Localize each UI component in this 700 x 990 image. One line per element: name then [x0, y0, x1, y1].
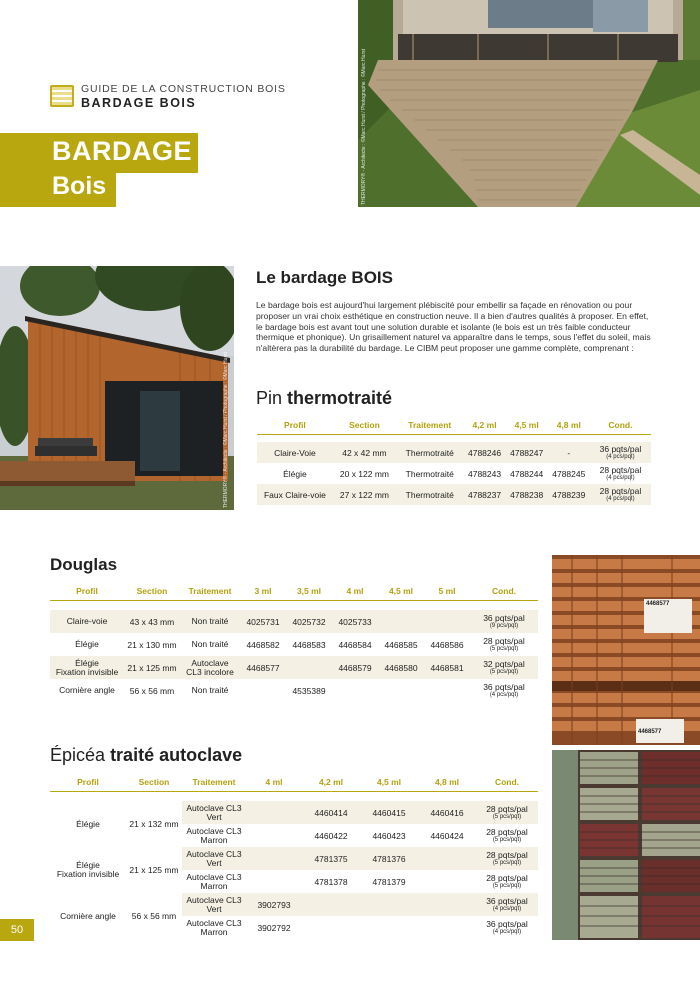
table-row: Autoclave CL3 Marron 4781378 4781379 28 pqts/pal (5 pcs/pqt) — [186, 871, 528, 891]
col-length: 4,5 ml — [378, 582, 424, 600]
col-length: 4 ml — [332, 582, 378, 600]
table-row: Claire-Voie 42 x 42 mm Thermotraité 4788246 4788247 - 36 pqts/pal (4 pcs/pqt) — [257, 442, 651, 463]
guide-logo — [50, 85, 74, 107]
col-length: 4,8 ml — [418, 773, 476, 791]
table-row: Claire-voie 43 x 43 mm Non traité 4025731 4025732 4025733 36 pqts/pal (9 pcs/pqt) — [50, 610, 538, 633]
col-length: 4 ml — [246, 773, 302, 791]
col-length: 4,5 ml — [360, 773, 418, 791]
table-row: Faux Claire-voie 27 x 122 mm Thermotraité 4788237 4788238 4788239 28 pqts/pal (4 pcs/pqt) — [257, 484, 651, 505]
table-row: Autoclave CL3 Marron 4460422 4460423 4460424 28 pqts/pal (5 pcs/pqt) — [186, 825, 528, 845]
table-row: Cornière angle 56 x 56 mm Non traité 4535389 36 pqts/pal (4 pcs/pqt) — [59, 681, 525, 698]
epicea-heading: Épicéa traité autoclave — [50, 745, 243, 765]
col-traitement: Traitement — [180, 582, 240, 600]
col-length: 4,5 ml — [506, 416, 548, 434]
pin-table — [257, 416, 651, 505]
page-title-line1: BARDAGE — [52, 136, 193, 166]
epicea-table — [50, 773, 538, 939]
label-douglas-top: 4468577 — [646, 601, 670, 607]
page-title-line2: Bois — [52, 172, 107, 200]
intro-text: Le bardage bois est aujourd'hui largement plébiscité pour embellir sa façade en rénovation ou pour proposer un vrai choix esthétique en construction neuve. Il a bien d'autres qualités à proposer. En effet, le bardage bois est avant tout une solution durable et isolante (le bois est un très faible conducteur thermique et phonique). Un grisaillement naturel va apparaître dans le temps, sous l'effet du soleil, mais n'altèrera pas la durabilité du bardage. Le CIBM peut proposer une gamme complète, comprenant : — [256, 300, 651, 354]
table-row: Élégie 21 x 132 mm Autoclave CL3 Vert 4460414 4460415 4460416 28 pqts/pal (5 pcs/pqt) — [50, 801, 538, 824]
col-traitement: Traitement — [182, 773, 246, 791]
col-profil: Profil — [50, 773, 126, 791]
photo-epicea-stacks — [552, 750, 700, 940]
douglas-table — [50, 582, 538, 702]
photo-credit-left: THERMORY® - Architecte : ©Marc Hurst / Photographe : ©Marc Hurst — [223, 351, 229, 508]
col-profil: Profil — [50, 582, 124, 600]
table-row: Cornière angle 56 x 56 mm Autoclave CL3 Vert 3902793 36 pqts/pal (4 pcs/pqt) — [50, 893, 538, 916]
col-length: 4,2 ml — [302, 773, 360, 791]
pin-heading: Pin thermotraité — [256, 388, 393, 408]
douglas-heading: Douglas — [50, 555, 118, 574]
table-row: Élégie 21 x 130 mm Non traité 4468582 4468583 4468584 4468585 4468586 28 pqts/pal (5 pcs/pqt) — [75, 635, 525, 652]
label-douglas-bottom: 4468577 — [638, 729, 662, 735]
col-section: Section — [124, 582, 180, 600]
col-cond: Cond. — [470, 582, 538, 600]
col-profil: Profil — [257, 416, 333, 434]
table-row: Élégie Fixation invisible 21 x 125 mm Autoclave CL3 Vert 4781375 4781376 28 pqts/pal (5 pcs/pqt) — [50, 847, 538, 870]
table-row: Élégie Fixation invisible 21 x 125 mm Autoclave CL3 incolore 4468577 4468579 4468580 4468581 32 pqts/pal (5 pcs/pqt) — [50, 656, 538, 679]
col-traitement: Traitement — [396, 416, 463, 434]
guide-subtitle: BARDAGE BOIS — [81, 96, 197, 110]
col-length: 5 ml — [424, 582, 470, 600]
col-length: 3,5 ml — [286, 582, 332, 600]
table-row: Élégie 20 x 122 mm Thermotraité 4788243 4788244 4788245 28 pqts/pal (4 pcs/pqt) — [283, 464, 642, 481]
col-cond: Cond. — [476, 773, 538, 791]
col-cond: Cond. — [590, 416, 651, 434]
intro-heading: Le bardage BOIS — [256, 268, 393, 287]
guide-title: GUIDE DE LA CONSTRUCTION BOIS — [81, 83, 286, 95]
photo-douglas-stacks — [552, 555, 700, 745]
photo-aerial-deck — [358, 0, 700, 207]
col-length: 4,2 ml — [463, 416, 505, 434]
table-row: Autoclave CL3 Marron 3902792 36 pqts/pal (4 pcs/pqt) — [186, 917, 528, 937]
col-section: Section — [333, 416, 396, 434]
col-length: 3 ml — [240, 582, 286, 600]
photo-credit-top: THERMORY® - Architecte : ©Marc Hurst / Photographe : ©Marc Hurst — [361, 48, 367, 205]
col-length: 4,8 ml — [548, 416, 590, 434]
page-number: 50 — [0, 919, 34, 941]
photo-wood-cabin — [0, 266, 234, 510]
col-section: Section — [126, 773, 182, 791]
